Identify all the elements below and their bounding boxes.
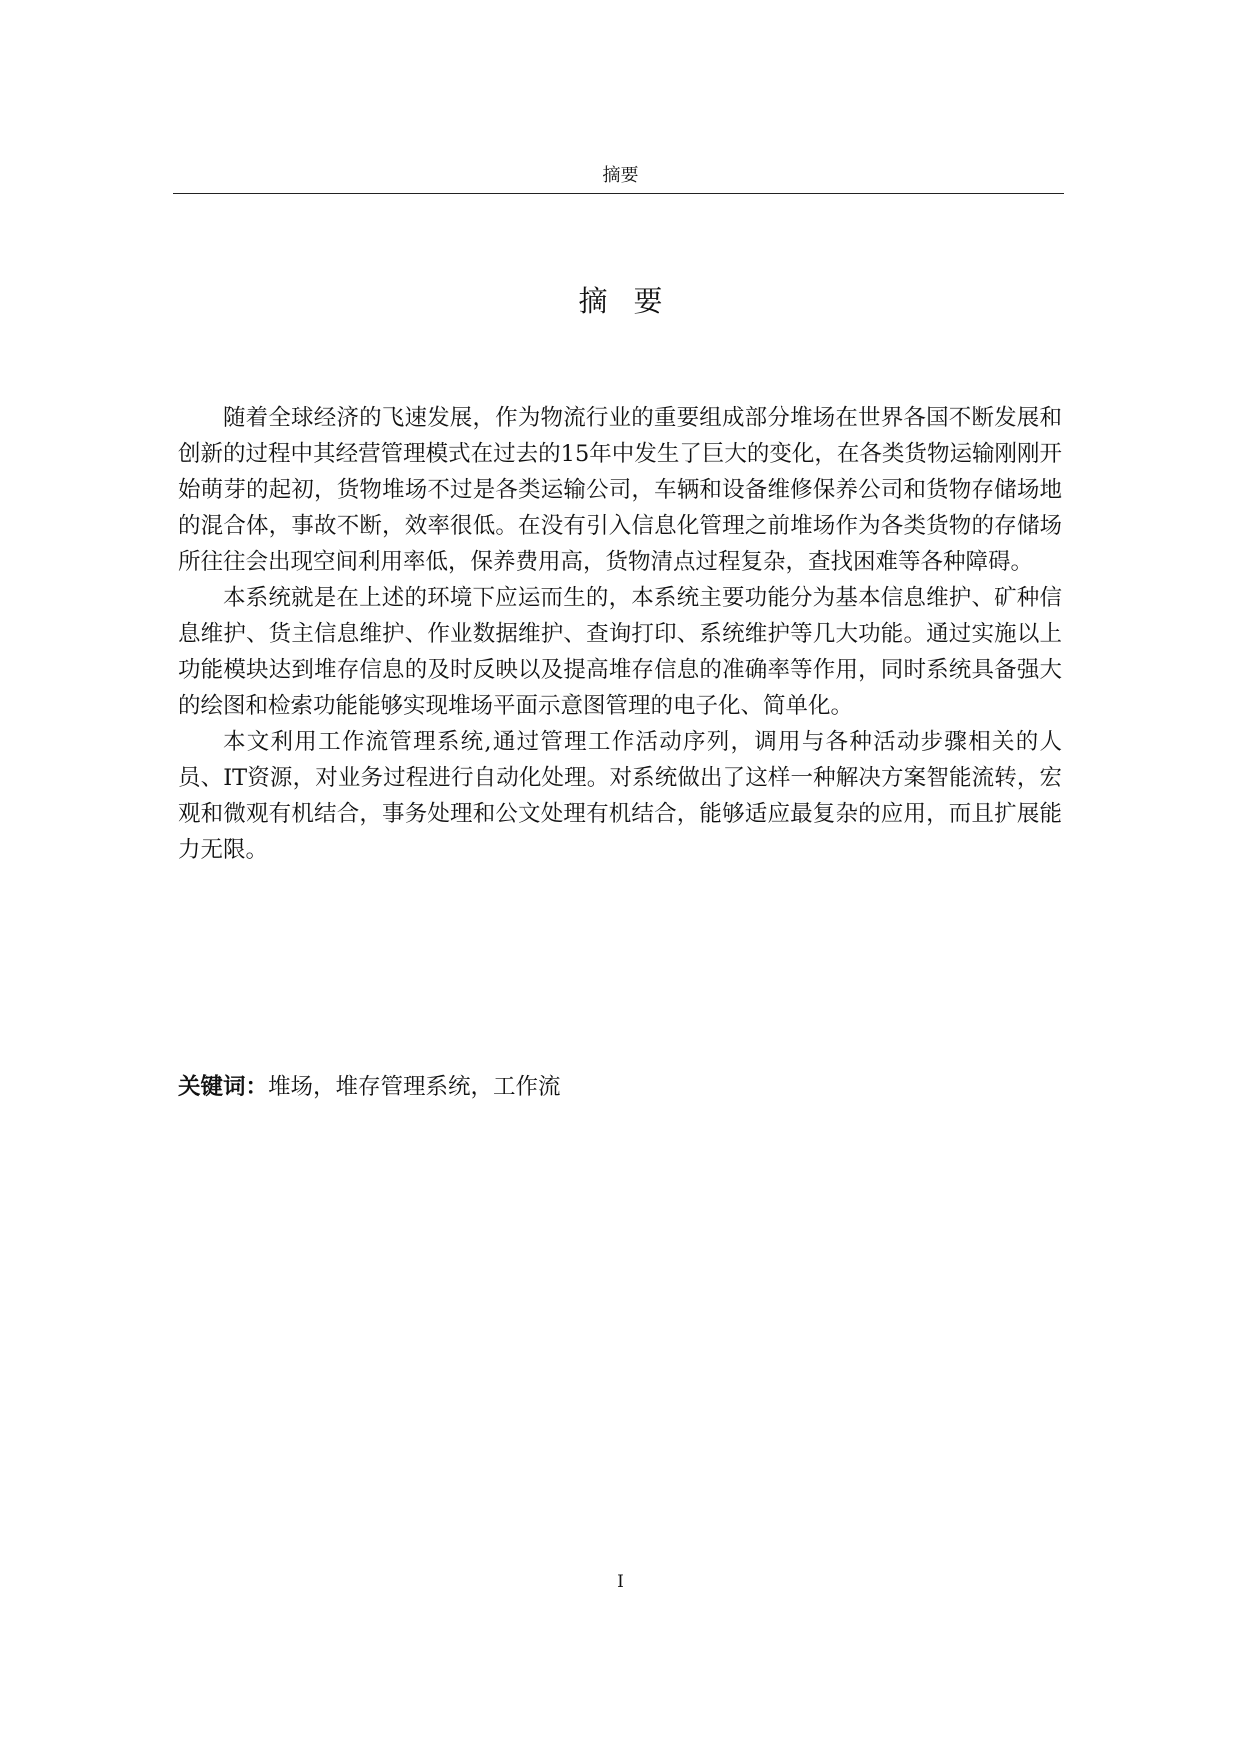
keywords-label: 关键词： (178, 1074, 269, 1100)
running-header: 摘要 (602, 165, 639, 186)
abstract-body (178, 400, 1062, 868)
keywords-value: 堆场，堆存管理系统，工作流 (268, 1074, 561, 1100)
abstract-paragraph-2: 本系统就是在上述的环境下应运而生的，本系统主要功能分为基本信息维护、矿种信息维护、货主信息维护、作业数据维护、查询打印、系统维护等几大功能。通过实施以上功能模块达到堆存信息的及时反映以及提高堆存信息的准确率等作用，同时系统具备强大的绘图和检索功能能够实现堆场平面示意图管理的电子化、简单化。 (178, 585, 1062, 719)
header-rule (173, 193, 1064, 194)
keywords-line (178, 1069, 1062, 1105)
page-title: 摘要 (578, 284, 689, 318)
abstract-paragraph-3: 本文利用工作流管理系统,通过管理工作活动序列，调用与各种活动步骤相关的人员、IT资源，对业务过程进行自动化处理。对系统做出了这样一种解决方案智能流转，宏观和微观有机结合，事务处理和公文处理有机结合，能够适应最复杂的应用，而且扩展能力无限。 (178, 729, 1062, 863)
abstract-paragraph-1: 随着全球经济的飞速发展，作为物流行业的重要组成部分堆场在世界各国不断发展和创新的过程中其经营管理模式在过去的15年中发生了巨大的变化，在各类货物运输刚刚开始萌芽的起初，货物堆场不过是各类运输公司，车辆和设备维修保养公司和货物存储场地的混合体，事故不断，效率很低。在没有引入信息化管理之前堆场作为各类货物的存储场所往往会出现空间利用率低，保养费用高，货物清点过程复杂，查找困难等各种障碍。 (178, 405, 1062, 575)
page-number: I (617, 1572, 624, 1592)
